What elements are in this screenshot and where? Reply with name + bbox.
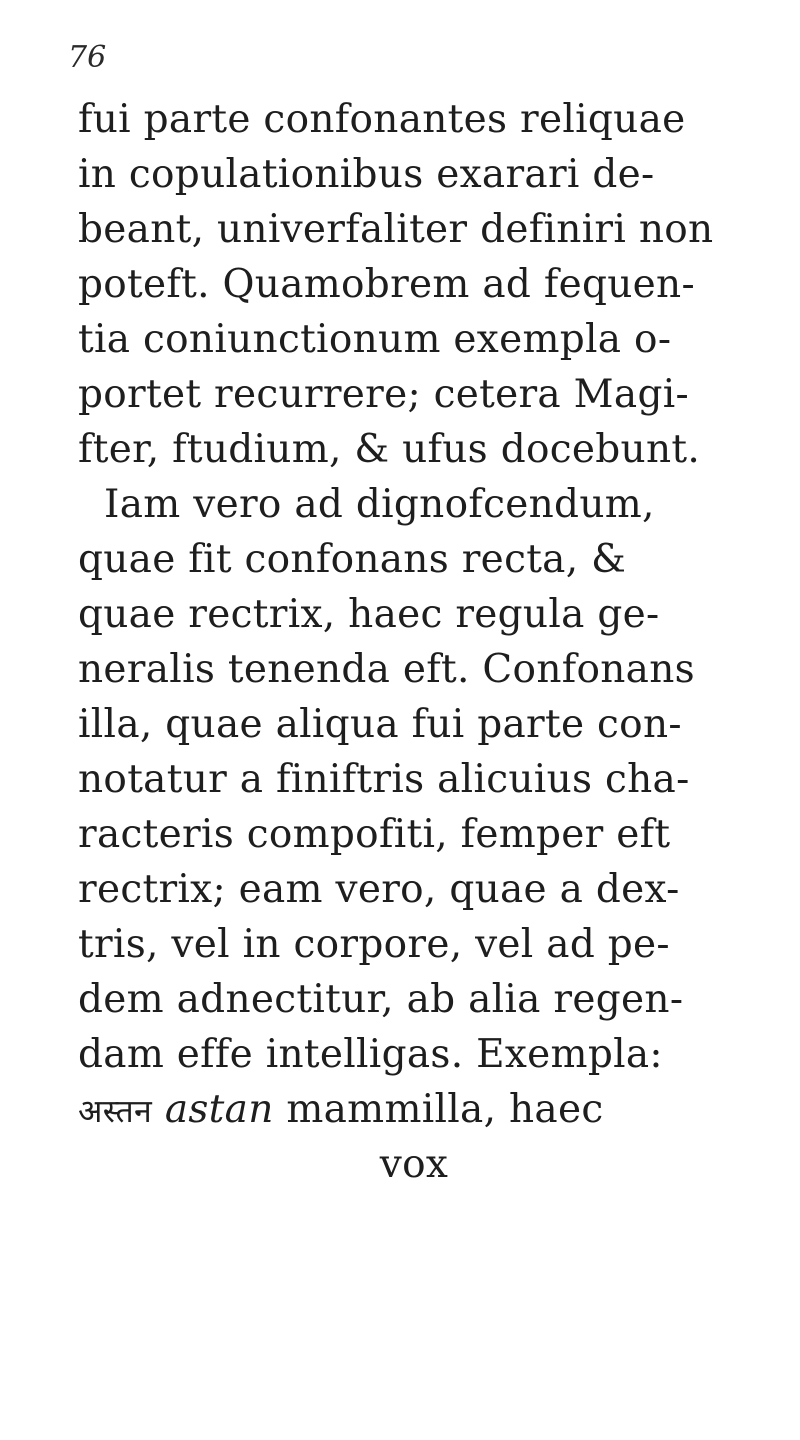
page-number: 76 [68, 40, 107, 75]
text-line: neralis tenenda eft. Confonans [78, 647, 695, 692]
text-line: tia coniunctionum exempla o- [78, 317, 672, 362]
text-line: fter, ftudium, & ufus docebunt. [78, 427, 701, 472]
transliteration: astan [164, 1087, 274, 1132]
example-line [78, 1082, 790, 1137]
text-line: fui parte confonantes reliquae [78, 97, 686, 142]
body-text [78, 92, 790, 1192]
text-line: poteft. Quamobrem ad fequen- [78, 262, 695, 307]
text-line: rectrix; eam vero, quae a dex- [78, 867, 680, 912]
text-line: in copulationibus exarari de- [78, 152, 655, 197]
catchword: vox [379, 1142, 449, 1187]
text-line: racteris compofiti, femper eft [78, 812, 671, 857]
text-line: illa, quae aliqua fui parte con- [78, 702, 682, 747]
text-line: quae rectrix, haec regula ge- [78, 592, 660, 637]
text-line: dem adnectitur, ab alia regen- [78, 977, 684, 1022]
text-line: tris, vel in corpore, vel ad pe- [78, 922, 670, 967]
text-line: beant, univerfaliter definiri non [78, 207, 714, 252]
text-line: quae fit confonans recta, & [78, 537, 627, 582]
devanagari-word: अस्तन [78, 1092, 153, 1130]
text-line: notatur a finiftris alicuius cha- [78, 757, 690, 802]
text-line: Iam vero ad dignofcendum, [104, 482, 655, 527]
gloss: mammilla, haec [286, 1087, 604, 1132]
text-line: portet recurrere; cetera Magi- [78, 372, 689, 417]
text-line: dam effe intelligas. Exempla: [78, 1032, 663, 1077]
